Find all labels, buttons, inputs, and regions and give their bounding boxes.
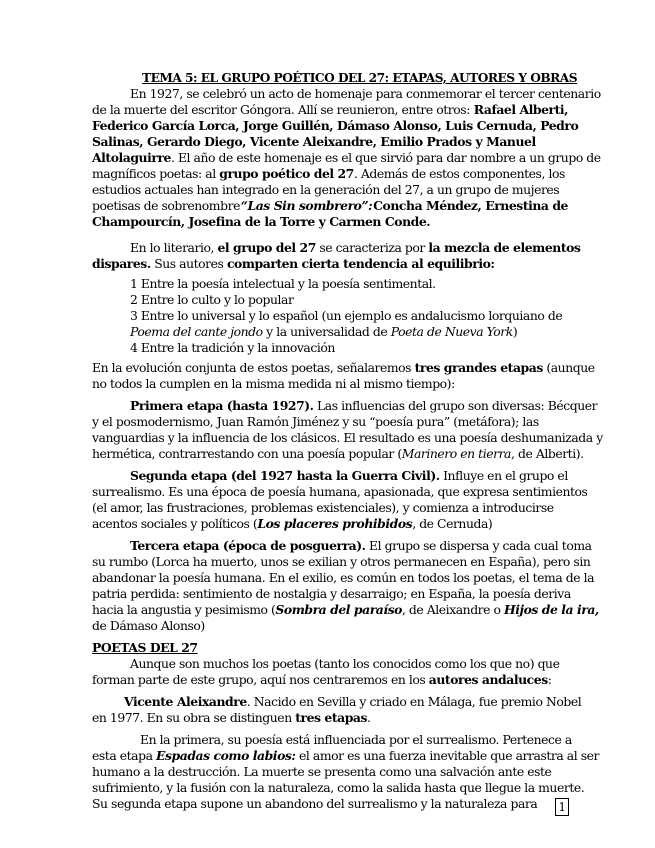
- list-item-continuation: Poema del cante jondo y la universalidad de Poeta de Nueva York): [130, 324, 518, 339]
- etapa1-line-4: hermética, contrarrestando con una poesía popular (Marinero en tierra, de Alberti).: [92, 446, 584, 461]
- aleixandre-par-line-2: esta etapa Espadas como labios: el amor es una fuerza inevitable que arrastra al ser: [92, 748, 599, 763]
- etapa2-line-3: (el amor, las frustraciones, problemas existenciales), y comienza a introducirse: [92, 500, 554, 515]
- intro-line-7: estudios actuales han integrado en la generación del 27, a un grupo de mujeres: [92, 182, 560, 197]
- etapa2-line-2: surrealismo. Es una época de poesía humana, apasionada, que expresa sentimientos: [92, 484, 588, 499]
- aleixandre-par-line-1: En la primera, su poesía está influenciada por el surrealismo. Pertenece a: [140, 732, 572, 747]
- poetas-line-1: Aunque son muchos los poetas (tanto los conocidos como los que no) que: [130, 656, 560, 671]
- intro-line-8: poetisas de sobrenombre “Las Sin sombrero”: Concha Méndez, Ernestina de: [92, 198, 568, 213]
- intro-line-6: magníficos poetas: al grupo poético del 27. Además de estos componentes, los: [92, 166, 565, 181]
- intro-line-2: de la muerte del escritor Góngora. Allí se reunieron, entre otros: Rafael Alberti,: [92, 102, 568, 117]
- etapa2-line-1: Segunda etapa (del 1927 hasta la Guerra Civil). Influye en el grupo el: [130, 468, 568, 483]
- literario-line-2: dispares. Sus autores comparten cierta tendencia al equilibrio:: [92, 256, 495, 271]
- intro-line-9: Champourcín, Josefina de la Torre y Carmen Conde.: [92, 214, 431, 229]
- literario-line-1: En lo literario, el grupo del 27 se caracteriza por la mezcla de elementos: [130, 240, 581, 255]
- etapa3-line-6: de Dámaso Alonso): [92, 618, 205, 633]
- page-title: TEMA 5: EL GRUPO POÉTICO DEL 27: ETAPAS, AUTORES Y OBRAS: [142, 71, 578, 85]
- aleixandre-par-line-3: humano a la destrucción. La muerte se presenta como una salvación ante este: [92, 764, 552, 779]
- evolucion-line-2: no todos la cumplen en la misma medida ni al mismo tiempo):: [92, 376, 455, 391]
- list-item: 2 Entre lo culto y lo popular: [130, 292, 294, 307]
- aleixandre-line-2: en 1977. En su obra se distinguen tres etapas.: [92, 710, 371, 725]
- aleixandre-par-line-4: sufrimiento, y la fusión con la naturaleza, como la salida hasta que llegue la muerte.: [92, 780, 585, 795]
- poetas-line-2: forman parte de este grupo, aquí nos centraremos en los autores andaluces:: [92, 672, 552, 687]
- section-heading-poetas: POETAS DEL 27: [92, 640, 198, 655]
- etapa1-line-3: vanguardias y la influencia de los clásicos. El resultado es una poesía deshumanizada y: [92, 430, 603, 445]
- aleixandre-line-1: Vicente Aleixandre. Nacido en Sevilla y criado en Málaga, fue premio Nobel: [124, 694, 582, 709]
- intro-line-1: En 1927, se celebró un acto de homenaje para conmemorar el tercer centenario: [130, 86, 601, 101]
- etapa3-line-3: abandonar la poesía humana. En el exilio, es común en todos los poetas, el tema de la: [92, 570, 595, 585]
- intro-line-5: Altolaguirre. El año de este homenaje es el que sirvió para dar nombre a un grupo de: [92, 150, 601, 165]
- etapa3-line-1: Tercera etapa (época de posguerra). El grupo se dispersa y cada cual toma: [130, 538, 592, 553]
- etapa3-line-2: su rumbo (Lorca ha muerto, unos se exilian y otros permanecen en España), pero sin: [92, 554, 591, 569]
- page-number: 1: [555, 798, 569, 816]
- intro-line-4: Salinas, Gerardo Diego, Vicente Aleixandre, Emilio Prados y Manuel: [92, 134, 536, 149]
- etapa1-line-1: Primera etapa (hasta 1927). Las influencias del grupo son diversas: Bécquer: [130, 398, 598, 413]
- list-item: 4 Entre la tradición y la innovación: [130, 340, 335, 355]
- list-item: 1 Entre la poesía intelectual y la poesía sentimental.: [130, 276, 436, 291]
- aleixandre-par-line-5: Su segunda etapa supone un abandono del surrealismo y la naturaleza para: [92, 796, 538, 811]
- list-item: 3 Entre lo universal y lo español (un ejemplo es andalucismo lorquiano de: [130, 308, 563, 323]
- evolucion-line-1: En la evolución conjunta de estos poetas, señalaremos tres grandes etapas (aunque: [92, 360, 595, 375]
- etapa3-line-5: hacia la angustia y pesimismo (Sombra del paraíso, de Aleixandre o Hijos de la ira,: [92, 602, 599, 617]
- etapa2-line-4: acentos sociales y políticos (Los placeres prohibidos, de Cernuda): [92, 516, 493, 531]
- etapa3-line-4: patria perdida: sentimiento de nostalgia y desarraigo; en España, la poesía deriva: [92, 586, 571, 601]
- etapa1-line-2: y el posmodernismo, Juan Ramón Jiménez y su “poesía pura” (metáfora); las: [92, 414, 539, 429]
- intro-line-3: Federico García Lorca, Jorge Guillén, Dámaso Alonso, Luis Cernuda, Pedro: [92, 118, 579, 133]
